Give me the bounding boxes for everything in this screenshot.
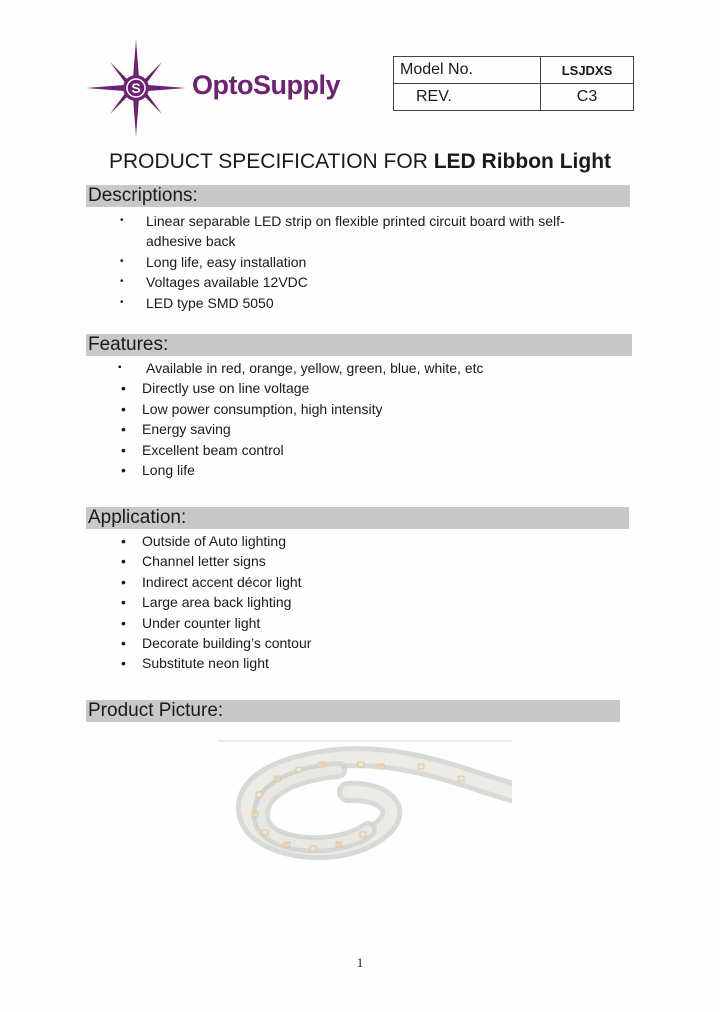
list-item: • Directly use on line voltage bbox=[116, 378, 616, 398]
list-item: • Low power consumption, high intensity bbox=[116, 399, 616, 419]
document-title bbox=[0, 150, 720, 174]
list-item: • Channel letter signs bbox=[116, 551, 616, 571]
descriptions-list bbox=[116, 211, 616, 313]
bullet-icon: • bbox=[121, 441, 126, 458]
bullet-icon: • bbox=[120, 255, 124, 267]
application-list bbox=[116, 531, 616, 674]
list-item: • LED type SMD 5050 bbox=[116, 293, 616, 313]
list-item: • Outside of Auto lighting bbox=[116, 531, 616, 551]
list-item: • Voltages available 12VDC bbox=[116, 272, 616, 292]
list-item: • Decorate building’s contour bbox=[116, 633, 616, 653]
bullet-icon: • bbox=[121, 573, 126, 590]
optosupply-logo bbox=[86, 40, 356, 136]
rev-value: C3 bbox=[541, 84, 634, 111]
features-list bbox=[116, 358, 616, 480]
bullet-icon: • bbox=[120, 215, 124, 226]
list-item: • Energy saving bbox=[116, 419, 616, 439]
list-item: • Excellent beam control bbox=[116, 440, 616, 460]
brand-name: OptoSupply bbox=[192, 70, 340, 100]
rev-row bbox=[394, 84, 634, 111]
bullet-icon: • bbox=[121, 635, 126, 652]
rev-label: REV. bbox=[394, 84, 541, 111]
list-item: • Linear separable LED strip on flexible printed circuit board with self- bbox=[116, 211, 616, 231]
bullet-icon: • bbox=[121, 553, 126, 570]
bullet-icon: • bbox=[121, 655, 126, 672]
section-descriptions-heading: Descriptions: bbox=[86, 185, 630, 207]
led-ribbon-photo bbox=[218, 740, 512, 870]
list-item: • Long life bbox=[116, 460, 616, 480]
list-item: • Under counter light bbox=[116, 613, 616, 633]
page-number: 1 bbox=[356, 955, 364, 970]
bullet-icon: • bbox=[121, 533, 126, 549]
section-features-heading: Features: bbox=[86, 334, 632, 356]
bullet-icon: • bbox=[121, 614, 126, 631]
star-logo-icon bbox=[86, 40, 196, 136]
list-item: adhesive back bbox=[146, 233, 236, 250]
bullet-icon: • bbox=[120, 296, 124, 308]
model-value: LSJDXS bbox=[541, 57, 634, 84]
model-label: Model No. bbox=[394, 57, 541, 84]
bullet-icon: ▪ bbox=[118, 362, 122, 373]
logo-mark-letter: S bbox=[131, 80, 141, 96]
list-item: ▪ Available in red, orange, yellow, green, blue, white, etc bbox=[116, 358, 616, 378]
section-application-heading: Application: bbox=[86, 507, 629, 529]
bullet-icon: • bbox=[121, 421, 126, 438]
bullet-icon: • bbox=[121, 380, 126, 397]
model-row bbox=[394, 57, 634, 84]
bullet-icon: • bbox=[121, 400, 126, 417]
model-table bbox=[393, 56, 634, 111]
list-item: • Long life, easy installation bbox=[116, 252, 616, 272]
title-prefix: PRODUCT SPECIFICATION FOR bbox=[108, 150, 434, 173]
bullet-icon: • bbox=[121, 462, 126, 479]
list-item: • Indirect accent décor light bbox=[116, 572, 616, 592]
bullet-icon: • bbox=[121, 594, 126, 611]
list-item: • Substitute neon light bbox=[116, 653, 616, 673]
bullet-icon: • bbox=[120, 276, 124, 288]
title-emphasis: LED Ribbon Light bbox=[433, 150, 612, 173]
list-item: • Large area back lighting bbox=[116, 592, 616, 612]
section-picture-heading: Product Picture: bbox=[86, 700, 620, 722]
